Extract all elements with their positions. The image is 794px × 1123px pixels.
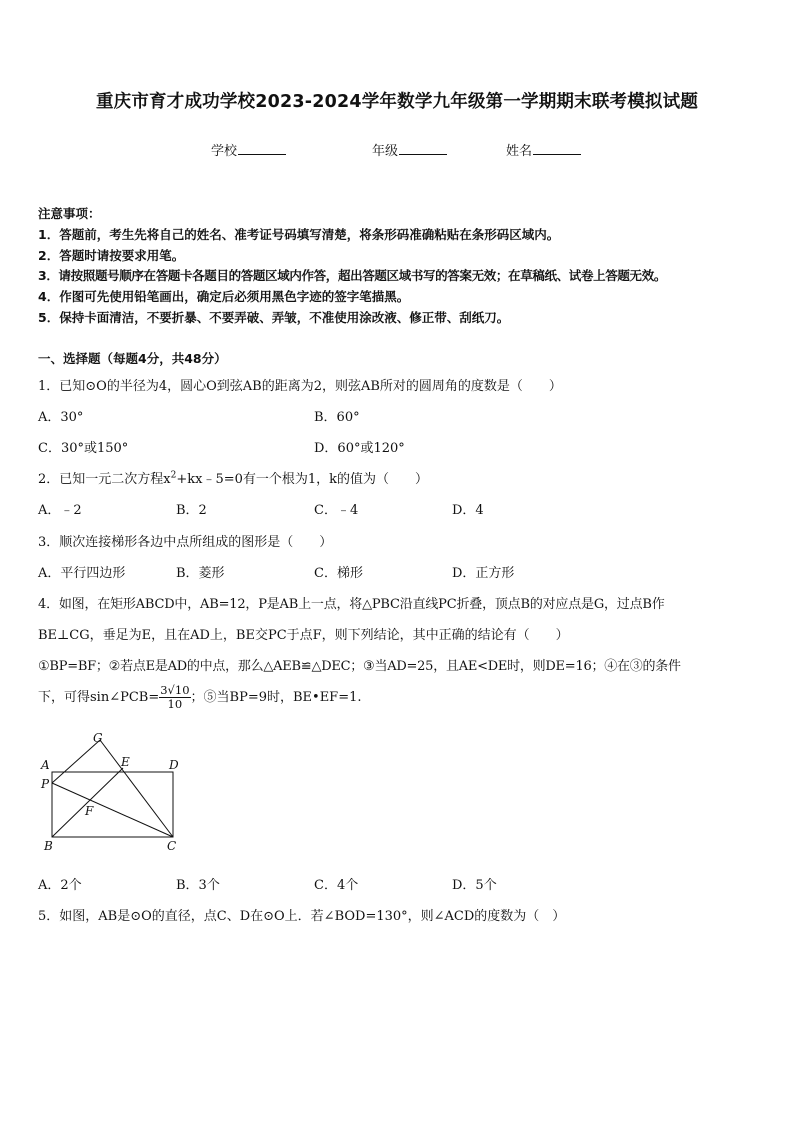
q2-option-a: A．﹣2 — [38, 503, 82, 518]
name-field — [506, 140, 581, 159]
q1-option-c: C．30°或150° — [38, 441, 129, 456]
sin-fraction — [159, 684, 190, 711]
q2-option-d: D．4 — [452, 503, 484, 518]
segment-gc — [100, 740, 173, 837]
q4-line-4-part-b: ；⑤当BP=9时，BE•EF=1. — [190, 690, 362, 705]
q2-stem-part-a: 2．已知一元二次方程x — [38, 472, 171, 487]
question-4-line-4 — [38, 684, 362, 711]
figure-label-f: F — [85, 804, 94, 818]
question-4-line-3: ①BP=BF；②若点E是AD的中点，那么△AEB≌△DEC；③当AD=25，且AE<DE时，则DE=16；④在③的条件 — [38, 659, 681, 674]
question-4-line-2: BE⊥CG，垂足为E，且在AD上，BE交PC于点F，则下列结论，其中正确的结论有（ ） — [38, 628, 569, 643]
segment-be — [52, 768, 123, 837]
q3-option-a: A．平行四边形 — [38, 566, 126, 581]
rectangle-abcd — [52, 772, 173, 837]
question-1-stem: 1．已知⊙O的半径为4，圆心O到弦AB的距离为2，则弦AB所对的圆周角的度数是（ ） — [38, 379, 562, 394]
q2-option-b: B．2 — [176, 503, 207, 518]
grade-field — [372, 140, 447, 159]
q2-superscript: 2 — [170, 470, 177, 481]
rectangle-fold-figure — [30, 726, 200, 858]
name-blank — [533, 142, 581, 155]
grade-blank — [399, 142, 447, 155]
q4-option-c: C．4个 — [314, 878, 359, 893]
school-label: 学校 — [211, 144, 238, 159]
segment-pg — [52, 740, 100, 783]
note-item: 3．请按照题号顺序在答题卡各题目的答题区域内作答，超出答题区域书写的答案无效；在草稿纸、试卷上答题无效。 — [38, 268, 667, 283]
page-title: 重庆市育才成功学校2023-2024学年数学九年级第一学期期末联考模拟试题 — [95, 92, 699, 112]
name-label: 姓名 — [506, 144, 533, 159]
q3-option-c: C．梯形 — [314, 566, 363, 581]
segment-pc — [52, 783, 173, 837]
notes-heading: 注意事项： — [38, 206, 101, 221]
note-item: 5．保持卡面清洁，不要折暴、不要弄破、弄皱，不准使用涂改液、修正带、刮纸刀。 — [38, 310, 510, 325]
q4-option-b: B．3个 — [176, 878, 220, 893]
figure-label-b: B — [44, 839, 53, 853]
figure-label-p: P — [41, 777, 50, 791]
note-item: 4．作图可先使用铅笔画出，确定后必须用黑色字迹的签字笔描黑。 — [38, 289, 410, 304]
figure-label-g: G — [93, 731, 103, 745]
question-4-line-1: 4．如图，在矩形ABCD中，AB=12，P是AB上一点，将△PBC沿直线PC折叠，顶点B的对应点是G，过点B作 — [38, 597, 665, 612]
q1-option-b: B．60° — [314, 410, 360, 425]
section-title: 一、选择题（每题4分，共48分） — [38, 351, 227, 366]
grade-label: 年级 — [372, 144, 399, 159]
question-2-stem — [38, 468, 428, 487]
q4-line-4-part-a: 下，可得sin∠PCB= — [38, 690, 160, 705]
school-field — [211, 140, 286, 159]
fraction-denominator: 10 — [167, 697, 183, 711]
q4-option-d: D．5个 — [452, 878, 497, 893]
q4-option-a: A．2个 — [38, 878, 82, 893]
note-item: 1．答题前，考生先将自己的姓名、准考证号码填写清楚，将条形码准确粘贴在条形码区域内。 — [38, 227, 560, 242]
figure-label-c: C — [167, 839, 177, 853]
q2-stem-part-b: +kx﹣5=0有一个根为1，k的值为（ ） — [176, 472, 429, 487]
figure-label-a: A — [41, 758, 50, 772]
question-5-stem: 5．如图，AB是⊙O的直径，点C、D在⊙O上．若∠BOD=130°，则∠ACD的度数为（ ） — [38, 909, 566, 924]
figure-label-e: E — [121, 755, 130, 769]
q3-option-d: D．正方形 — [452, 566, 515, 581]
q1-option-d: D．60°或120° — [314, 441, 405, 456]
figure-label-d: D — [169, 758, 179, 772]
fraction-numerator: 3√10 — [160, 683, 190, 697]
school-blank — [238, 142, 286, 155]
q1-option-a: A．30° — [38, 410, 84, 425]
q3-option-b: B．菱形 — [176, 566, 225, 581]
question-3-stem: 3．顺次连接梯形各边中点所组成的图形是（ ） — [38, 535, 333, 550]
note-item: 2．答题时请按要求用笔。 — [38, 248, 185, 263]
q2-option-c: C．﹣4 — [314, 503, 359, 518]
